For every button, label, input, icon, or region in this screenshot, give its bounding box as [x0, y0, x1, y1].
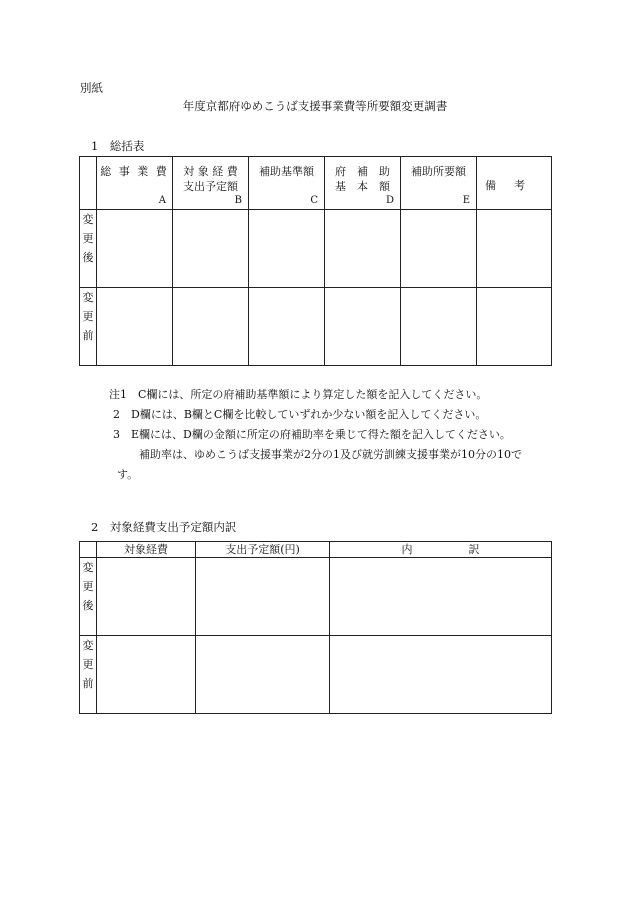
- summary-header-row: [80, 157, 552, 210]
- col-header-expense-item: 対象経費: [97, 542, 196, 558]
- cell-remarks[interactable]: [477, 288, 552, 366]
- summary-table: [79, 156, 552, 366]
- cell-remarks[interactable]: [477, 210, 552, 288]
- row-label-char: 前: [82, 677, 94, 690]
- document-title: 年度京都府ゆめこうば支援事業費等所要額変更調書: [182, 99, 448, 113]
- row-label-before: [80, 636, 97, 714]
- cell-expense-item[interactable]: [97, 636, 196, 714]
- cell-target-expense[interactable]: [173, 288, 249, 366]
- cell-breakdown[interactable]: [330, 558, 552, 636]
- row-label-char: 変: [82, 639, 94, 652]
- col-header-name: 総 事 業 費: [100, 165, 169, 178]
- cell-subsidy-standard[interactable]: [249, 288, 325, 366]
- breakdown-table: [79, 541, 552, 714]
- cell-expense-item[interactable]: [97, 558, 196, 636]
- cell-planned-amount[interactable]: [196, 636, 330, 714]
- col-letter: A: [158, 195, 166, 206]
- summary-row-after: [80, 210, 552, 288]
- row-label-char: 更: [82, 232, 94, 245]
- breakdown-row-before: [80, 636, 552, 714]
- col-header-remarks: [477, 157, 552, 210]
- row-label-char: 変: [82, 291, 94, 304]
- col-header-name: 対 象 経 費: [183, 165, 238, 178]
- note-line-3: 3 E欄には、D欄の金額に所定の府補助率を乗じて得た額を記入してください。: [113, 428, 511, 441]
- attachment-label: 別紙: [80, 81, 103, 95]
- row-label-char: 前: [82, 329, 94, 342]
- row-label-char: 更: [82, 310, 94, 323]
- col-header-required-subsidy: [401, 157, 477, 210]
- row-label-char: 後: [82, 599, 94, 612]
- remarks-header: 備考: [485, 179, 543, 192]
- col-header-name-line2: 基 本 額: [335, 180, 390, 193]
- col-letter: B: [234, 195, 242, 206]
- cell-planned-amount[interactable]: [196, 558, 330, 636]
- summary-corner-cell: [80, 157, 97, 210]
- col-header-target-expense: [173, 157, 249, 210]
- note-line-4: 補助率は、ゆめこうば支援事業が2分の1及び就労訓練支援事業が10分の10で: [139, 448, 522, 461]
- breakdown-row-after: [80, 558, 552, 636]
- cell-subsidy-standard[interactable]: [249, 210, 325, 288]
- cell-breakdown[interactable]: [330, 636, 552, 714]
- col-header-name: 補助所要額: [411, 165, 466, 178]
- cell-pref-subsidy-base[interactable]: [325, 210, 401, 288]
- row-label-char: 後: [82, 251, 94, 264]
- col-letter: C: [310, 195, 318, 206]
- row-label-char: 更: [82, 658, 94, 671]
- cell-required-subsidy[interactable]: [401, 210, 477, 288]
- note-line-5: す。: [117, 468, 139, 481]
- row-label-after: [80, 558, 97, 636]
- col-header-total-cost: [97, 157, 173, 210]
- section1-heading: 1 総括表: [91, 139, 145, 153]
- row-label-before: [80, 288, 97, 366]
- col-header-subsidy-standard: [249, 157, 325, 210]
- col-header-pref-subsidy-base: [325, 157, 401, 210]
- col-header-name: 補助基準額: [259, 165, 314, 178]
- cell-total-cost[interactable]: [97, 210, 173, 288]
- cell-total-cost[interactable]: [97, 288, 173, 366]
- col-letter: E: [462, 195, 470, 206]
- col-header-name-line2: 支出予定額: [183, 180, 238, 193]
- note-line-1: 注1 C欄には、所定の府補助基準額により算定した額を記入してください。: [109, 388, 488, 401]
- col-header-breakdown: 内訳: [330, 542, 552, 558]
- cell-required-subsidy[interactable]: [401, 288, 477, 366]
- row-label-char: 変: [82, 561, 94, 574]
- section2-heading: 2 対象経費支出予定額内訳: [91, 520, 237, 534]
- col-header-planned-amount: 支出予定額(円): [196, 542, 330, 558]
- cell-target-expense[interactable]: [173, 210, 249, 288]
- row-label-char: 更: [82, 580, 94, 593]
- row-label-char: 変: [82, 213, 94, 226]
- summary-row-before: [80, 288, 552, 366]
- breakdown-header-row: [80, 542, 552, 558]
- row-label-after: [80, 210, 97, 288]
- col-letter: D: [385, 195, 394, 206]
- breakdown-corner-cell: [80, 542, 97, 558]
- note-line-2: 2 D欄には、B欄とC欄を比較していずれか少ない額を記入してください。: [113, 408, 487, 421]
- col-header-name: 府 補 助: [335, 165, 390, 178]
- cell-pref-subsidy-base[interactable]: [325, 288, 401, 366]
